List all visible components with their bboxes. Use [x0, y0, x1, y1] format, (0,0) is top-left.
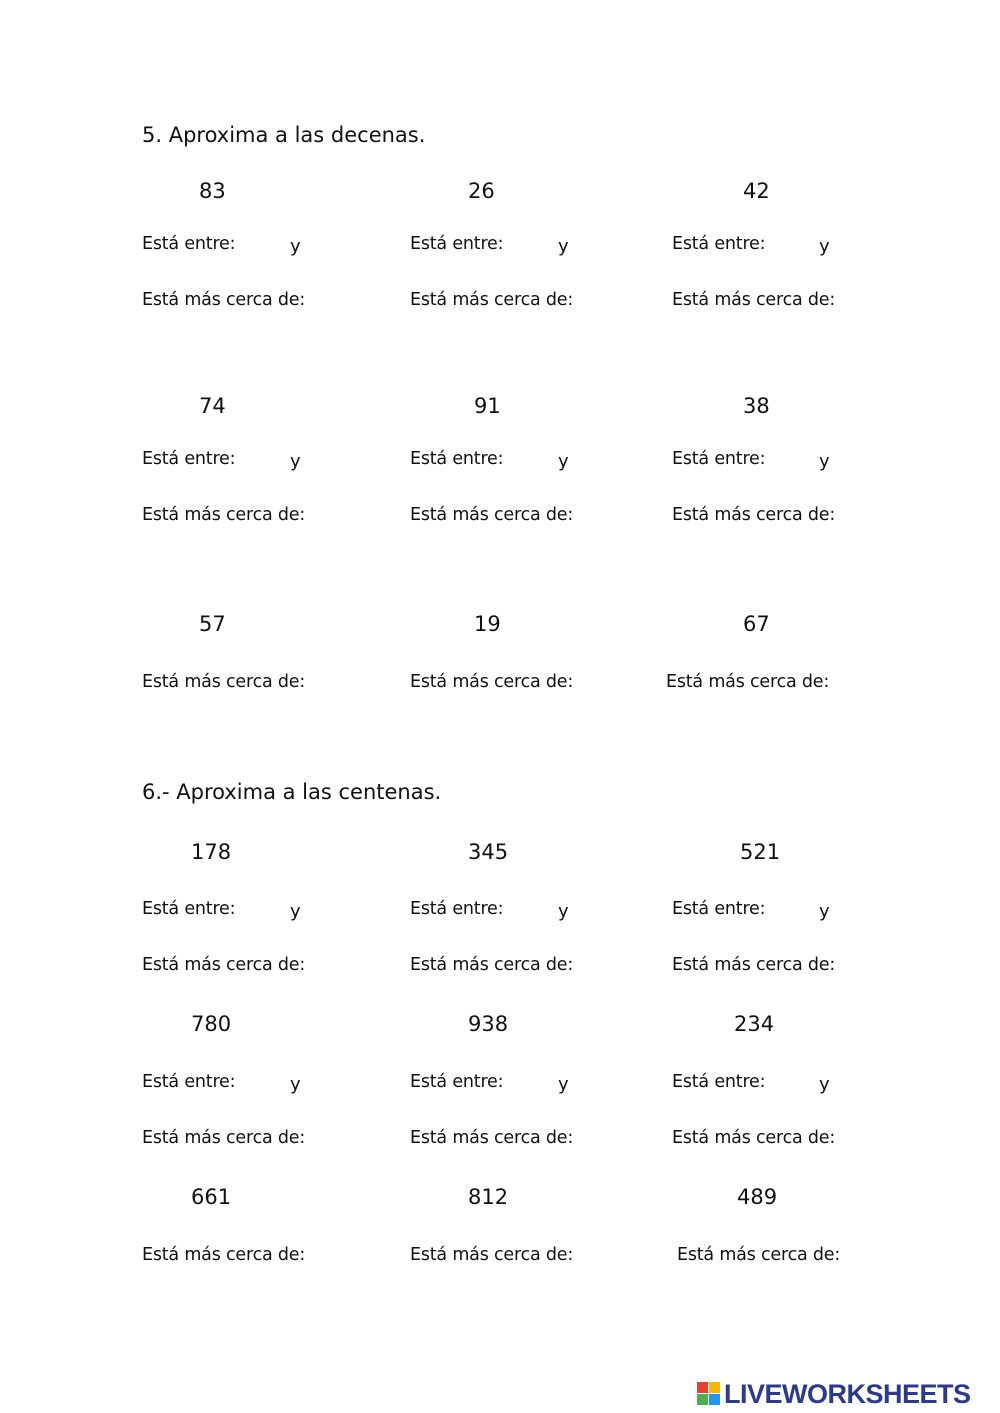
closer-label: Está más cerca de:: [410, 672, 574, 692]
between-label: Está entre:: [142, 1072, 236, 1092]
closer-label: Está más cerca de:: [410, 1245, 574, 1265]
closer-label: Está más cerca de:: [410, 1128, 574, 1148]
number-item: 19: [474, 612, 501, 636]
and-label: y: [819, 236, 830, 257]
closer-label: Está más cerca de:: [677, 1245, 841, 1265]
logo-square: [709, 1394, 720, 1405]
and-label: y: [558, 451, 569, 472]
and-label: y: [819, 901, 830, 922]
and-label: y: [558, 901, 569, 922]
closer-label: Está más cerca de:: [142, 1128, 306, 1148]
between-label: Está entre:: [142, 234, 236, 254]
number-item: 57: [199, 612, 226, 636]
between-label: Está entre:: [672, 1072, 766, 1092]
number-item: 74: [199, 394, 226, 418]
and-label: y: [558, 236, 569, 257]
between-label: Está entre:: [672, 449, 766, 469]
number-item: 489: [737, 1185, 778, 1209]
section-6-title: 6.- Aproxima a las centenas.: [142, 780, 442, 804]
closer-label: Está más cerca de:: [666, 672, 830, 692]
closer-label: Está más cerca de:: [142, 672, 306, 692]
liveworksheets-logo: [697, 1379, 971, 1409]
and-label: y: [558, 1074, 569, 1095]
logo-square: [697, 1382, 708, 1393]
between-label: Está entre:: [672, 234, 766, 254]
closer-label: Está más cerca de:: [142, 1245, 306, 1265]
number-item: 83: [199, 179, 226, 203]
number-item: 234: [734, 1012, 775, 1036]
between-label: Está entre:: [410, 899, 504, 919]
closer-label: Está más cerca de:: [142, 955, 306, 975]
number-item: 345: [468, 840, 509, 864]
closer-label: Está más cerca de:: [410, 290, 574, 310]
number-item: 780: [191, 1012, 232, 1036]
number-item: 67: [743, 612, 770, 636]
closer-label: Está más cerca de:: [672, 955, 836, 975]
closer-label: Está más cerca de:: [672, 1128, 836, 1148]
number-item: 26: [468, 179, 495, 203]
closer-label: Está más cerca de:: [410, 955, 574, 975]
between-label: Está entre:: [410, 449, 504, 469]
closer-label: Está más cerca de:: [142, 290, 306, 310]
between-label: Está entre:: [410, 1072, 504, 1092]
and-label: y: [290, 236, 301, 257]
logo-text: LIVEWORKSHEETS: [724, 1378, 971, 1409]
and-label: y: [290, 451, 301, 472]
between-label: Está entre:: [672, 899, 766, 919]
between-label: Está entre:: [142, 449, 236, 469]
number-item: 521: [740, 840, 781, 864]
between-label: Está entre:: [142, 899, 236, 919]
closer-label: Está más cerca de:: [672, 290, 836, 310]
logo-square: [709, 1382, 720, 1393]
closer-label: Está más cerca de:: [142, 505, 306, 525]
and-label: y: [290, 1074, 301, 1095]
and-label: y: [819, 451, 830, 472]
closer-label: Está más cerca de:: [410, 505, 574, 525]
number-item: 938: [468, 1012, 509, 1036]
logo-mark-icon: [697, 1382, 721, 1406]
and-label: y: [290, 901, 301, 922]
and-label: y: [819, 1074, 830, 1095]
logo-square: [697, 1394, 708, 1405]
closer-label: Está más cerca de:: [672, 505, 836, 525]
number-item: 38: [743, 394, 770, 418]
section-5-title: 5. Aproxima a las decenas.: [142, 123, 426, 147]
number-item: 812: [468, 1185, 509, 1209]
number-item: 91: [474, 394, 501, 418]
number-item: 178: [191, 840, 232, 864]
between-label: Está entre:: [410, 234, 504, 254]
number-item: 661: [191, 1185, 232, 1209]
number-item: 42: [743, 179, 770, 203]
